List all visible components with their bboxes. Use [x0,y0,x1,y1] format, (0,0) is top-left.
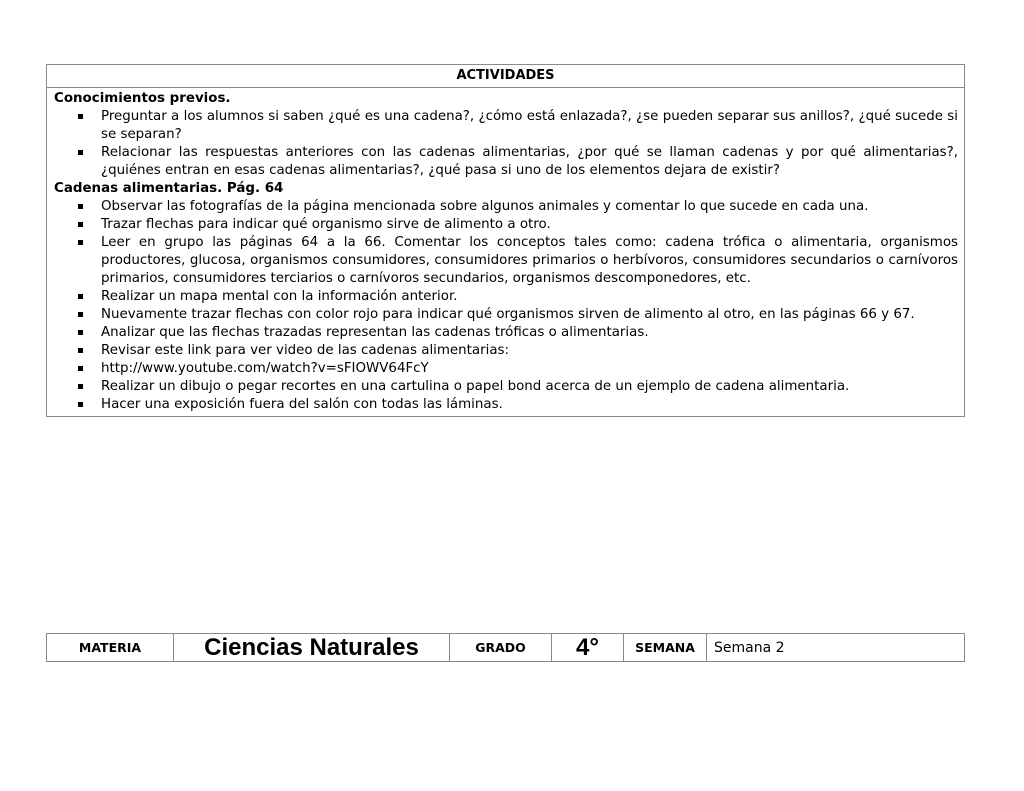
square-bullet-icon [78,240,83,245]
list-item: Revisar este link para ver video de las cadenas alimentarias: [54,342,958,360]
list-item: Leer en grupo las páginas 64 a la 66. Comentar los conceptos tales como: cadena trófica o alimentaria, organismos productores, glucosa, organismos consumidores, consumidores primarios o herbívoros, consumidores secundarios o carnívoros primarios, consumidores terciarios o carnívoros secundarios, organismos descomponedores, etc. [54,234,958,288]
list-item: Nuevamente trazar flechas con color rojo para indicar qué organismos sirven de alimento al otro, en las páginas 66 y 67. [54,306,958,324]
activities-table [46,64,965,417]
section-title-conocimientos: Conocimientos previos. [54,91,231,106]
list-item: Realizar un dibujo o pegar recortes en una cartulina o papel bond acerca de un ejemplo de cadena alimentaria. [54,378,958,396]
list-item: Analizar que las flechas trazadas representan las cadenas tróficas o alimentarias. [54,324,958,342]
square-bullet-icon [78,384,83,389]
list-item: Trazar flechas para indicar qué organismo sirve de alimento a otro. [54,216,958,234]
square-bullet-icon [78,294,83,299]
item-list-cadenas [54,198,958,414]
list-item [54,360,958,378]
list-item: Preguntar a los alumnos si saben ¿qué es una cadena?, ¿cómo está enlazada?, ¿se pueden separar sus anillos?, ¿qué sucede si se separan? [54,108,958,144]
square-bullet-icon [78,114,83,119]
square-bullet-icon [78,150,83,155]
grado-value: 4° [552,634,624,661]
list-item: Observar las fotografías de la página mencionada sobre algunos animales y comentar lo que sucede en cada una. [54,198,958,216]
materia-label: MATERIA [47,634,174,661]
list-item: Realizar un mapa mental con la información anterior. [54,288,958,306]
square-bullet-icon [78,222,83,227]
square-bullet-icon [78,312,83,317]
list-item: Relacionar las respuestas anteriores con las cadenas alimentarias, ¿por qué se llaman cadenas y por qué alimentarias?, ¿quiénes entran en esas cadenas alimentarias?, ¿qué pasa si uno de los elementos dejara de existir? [54,144,958,180]
square-bullet-icon [78,330,83,335]
grado-label: GRADO [450,634,552,661]
list-item: Hacer una exposición fuera del salón con todas las láminas. [54,396,958,414]
item-list-conocimientos [54,108,958,180]
materia-value: Ciencias Naturales [174,634,450,661]
semana-value: Semana 2 [714,639,785,656]
video-link[interactable]: http://www.youtube.com/watch?v=sFIOWV64FcY [101,361,429,376]
square-bullet-icon [78,348,83,353]
semana-label: SEMANA [624,634,707,661]
subject-info-bar [46,633,965,662]
square-bullet-icon [78,402,83,407]
section-title-cadenas: Cadenas alimentarias. Pág. 64 [54,181,284,196]
square-bullet-icon [78,366,83,371]
activities-header: ACTIVIDADES [47,65,964,88]
square-bullet-icon [78,204,83,209]
activities-body [47,88,964,416]
